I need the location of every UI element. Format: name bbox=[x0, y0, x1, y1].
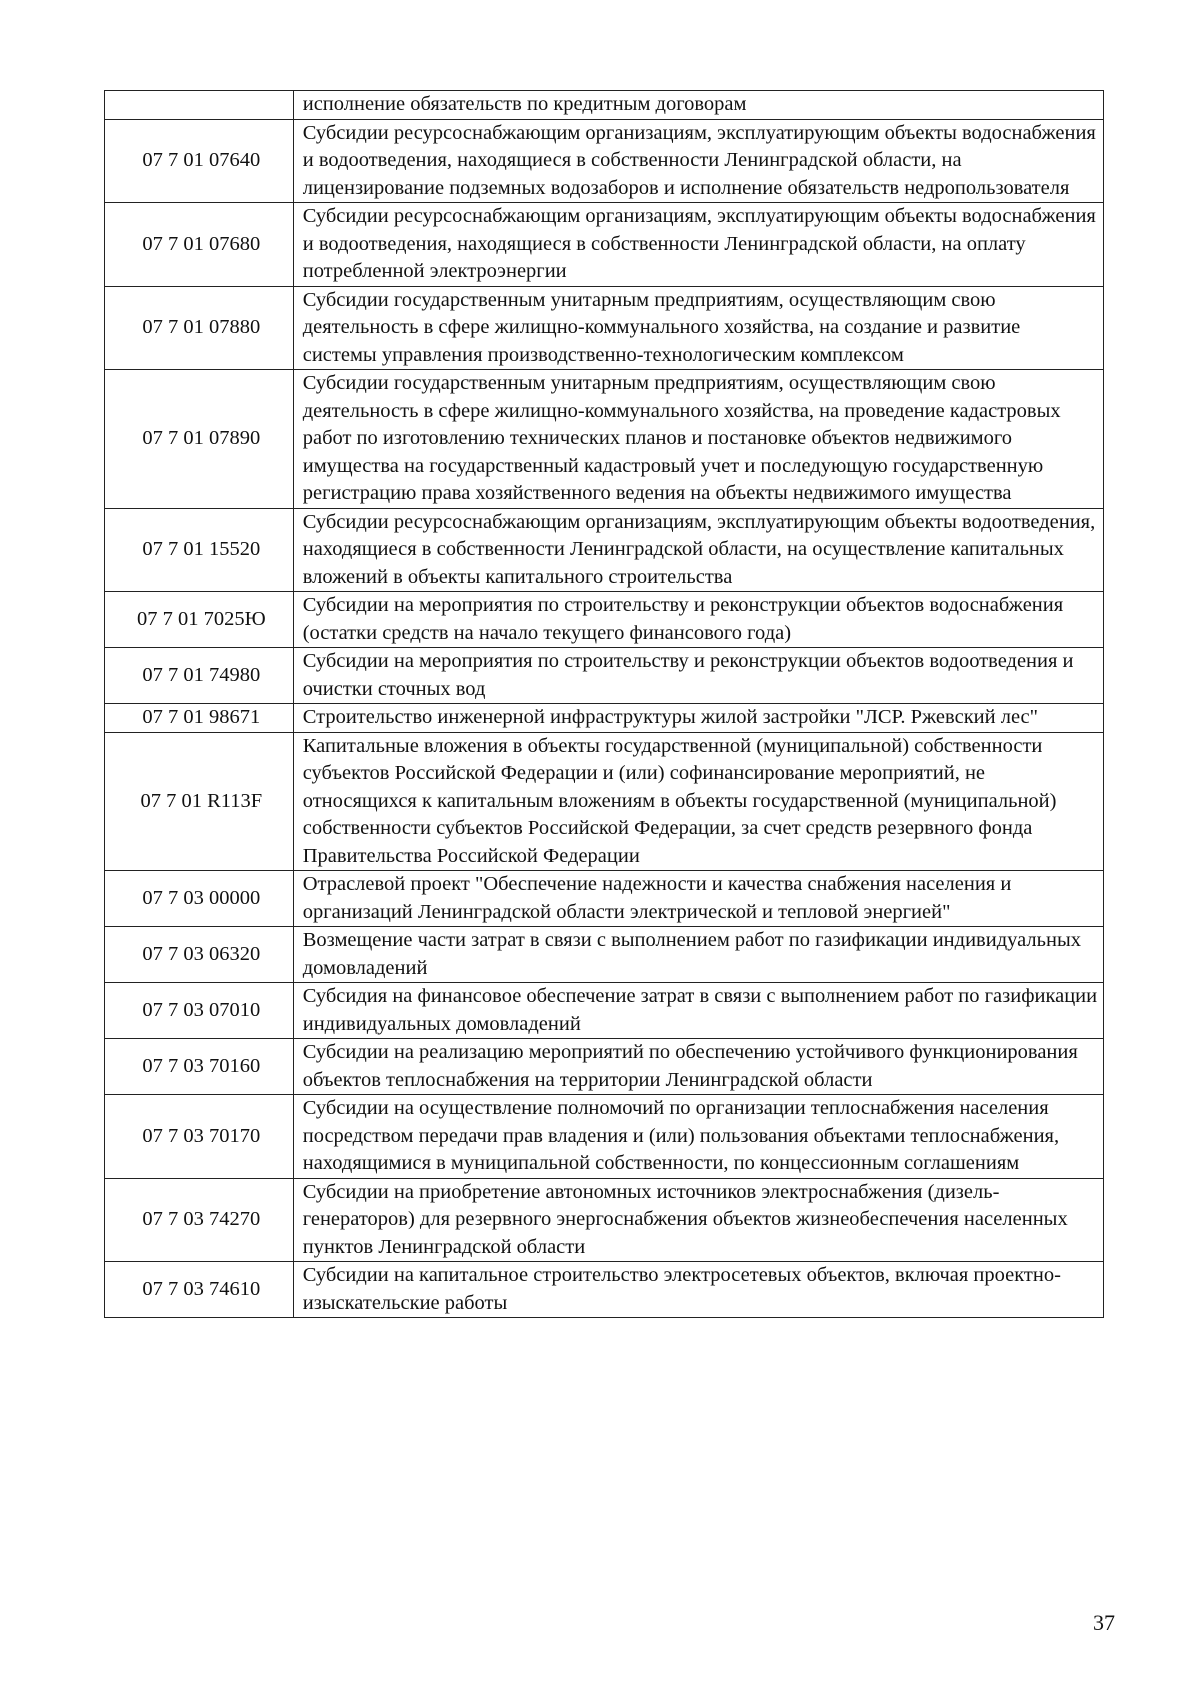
table-row bbox=[105, 648, 1104, 704]
description-cell: Строительство инженерной инфраструктуры жилой застройки "ЛСР. Ржевский лес" bbox=[293, 704, 1103, 733]
table-row bbox=[105, 1178, 1104, 1262]
code-cell: 07 7 01 07880 bbox=[105, 286, 294, 370]
description-cell: Субсидии государственным унитарным предприятиям, осуществляющим свою деятельность в сфере жилищно-коммунального хозяйства, на проведение кадастровых работ по изготовлению технических планов и постановке объектов недвижимого имущества на государственный кадастровый учет и последующую государственную регистрацию права хозяйственного ведения на объекты недвижимого имущества bbox=[293, 370, 1103, 509]
description-cell: Субсидии на реализацию мероприятий по обеспечению устойчивого функционирования объектов теплоснабжения на территории Ленинградской области bbox=[293, 1039, 1103, 1095]
code-cell: 07 7 03 70170 bbox=[105, 1095, 294, 1179]
table-body bbox=[105, 91, 1104, 1318]
description-cell: Субсидии на мероприятия по строительству и реконструкции объектов водоснабжения (остатки средств на начало текущего финансового года) bbox=[293, 592, 1103, 648]
table-row bbox=[105, 286, 1104, 370]
description-cell: исполнение обязательств по кредитным договорам bbox=[293, 91, 1103, 120]
code-cell: 07 7 01 07680 bbox=[105, 203, 294, 287]
description-cell: Возмещение части затрат в связи с выполнением работ по газификации индивидуальных домовладений bbox=[293, 927, 1103, 983]
description-cell: Субсидии ресурсоснабжающим организациям, эксплуатирующим объекты водоотведения, находящиеся в собственности Ленинградской области, на осуществление капитальных вложений в объекты капитального строительства bbox=[293, 508, 1103, 592]
description-cell: Субсидии ресурсоснабжающим организациям, эксплуатирующим объекты водоснабжения и водоотведения, находящиеся в собственности Ленинградской области, на лицензирование подземных водозаборов и исполнение обязательств недропользователя bbox=[293, 119, 1103, 203]
table-row bbox=[105, 1095, 1104, 1179]
budget-classification-table bbox=[104, 90, 1104, 1318]
description-cell: Субсидии на мероприятия по строительству и реконструкции объектов водоотведения и очистки сточных вод bbox=[293, 648, 1103, 704]
table-row bbox=[105, 704, 1104, 733]
table-row bbox=[105, 203, 1104, 287]
code-cell: 07 7 03 74270 bbox=[105, 1178, 294, 1262]
description-cell: Субсидии государственным унитарным предприятиям, осуществляющим свою деятельность в сфере жилищно-коммунального хозяйства, на создание и развитие системы управления производственно-технологическим комплексом bbox=[293, 286, 1103, 370]
code-cell: 07 7 01 7025Ю bbox=[105, 592, 294, 648]
table-row bbox=[105, 983, 1104, 1039]
code-cell: 07 7 01 R113F bbox=[105, 732, 294, 871]
table-row bbox=[105, 592, 1104, 648]
description-cell: Отраслевой проект "Обеспечение надежности и качества снабжения населения и организаций Ленинградской области электрической и тепловой энергией" bbox=[293, 871, 1103, 927]
table-row bbox=[105, 508, 1104, 592]
code-cell: 07 7 03 00000 bbox=[105, 871, 294, 927]
table-row bbox=[105, 91, 1104, 120]
table-row bbox=[105, 370, 1104, 509]
code-cell: 07 7 01 15520 bbox=[105, 508, 294, 592]
description-cell: Субсидии на приобретение автономных источников электроснабжения (дизель-генераторов) для резервного энергоснабжения объектов жизнеобеспечения населенных пунктов Ленинградской области bbox=[293, 1178, 1103, 1262]
table-row bbox=[105, 927, 1104, 983]
code-cell: 07 7 03 06320 bbox=[105, 927, 294, 983]
table-row bbox=[105, 1039, 1104, 1095]
code-cell: 07 7 03 70160 bbox=[105, 1039, 294, 1095]
description-cell: Субсидия на финансовое обеспечение затрат в связи с выполнением работ по газификации индивидуальных домовладений bbox=[293, 983, 1103, 1039]
code-cell: 07 7 01 07890 bbox=[105, 370, 294, 509]
table-row bbox=[105, 1262, 1104, 1318]
description-cell: Капитальные вложения в объекты государственной (муниципальной) собственности субъектов Российской Федерации и (или) софинансирование мероприятий, не относящихся к капитальным вложениям в объекты государственной (муниципальной) собственности субъектов Российской Федерации, за счет средств резервного фонда Правительства Российской Федерации bbox=[293, 732, 1103, 871]
table-row bbox=[105, 732, 1104, 871]
table-row bbox=[105, 871, 1104, 927]
code-cell: 07 7 01 74980 bbox=[105, 648, 294, 704]
description-cell: Субсидии ресурсоснабжающим организациям, эксплуатирующим объекты водоснабжения и водоотведения, находящиеся в собственности Ленинградской области, на оплату потребленной электроэнергии bbox=[293, 203, 1103, 287]
table-row bbox=[105, 119, 1104, 203]
code-cell: 07 7 03 07010 bbox=[105, 983, 294, 1039]
description-cell: Субсидии на осуществление полномочий по организации теплоснабжения населения посредством передачи прав владения и (или) пользования объектами теплоснабжения, находящимися в муниципальной собственности, по концессионным соглашениям bbox=[293, 1095, 1103, 1179]
description-cell: Субсидии на капитальное строительство электросетевых объектов, включая проектно-изыскательские работы bbox=[293, 1262, 1103, 1318]
code-cell bbox=[105, 91, 294, 120]
code-cell: 07 7 01 98671 bbox=[105, 704, 294, 733]
code-cell: 07 7 01 07640 bbox=[105, 119, 294, 203]
code-cell: 07 7 03 74610 bbox=[105, 1262, 294, 1318]
page-number: 37 bbox=[1093, 1610, 1115, 1635]
